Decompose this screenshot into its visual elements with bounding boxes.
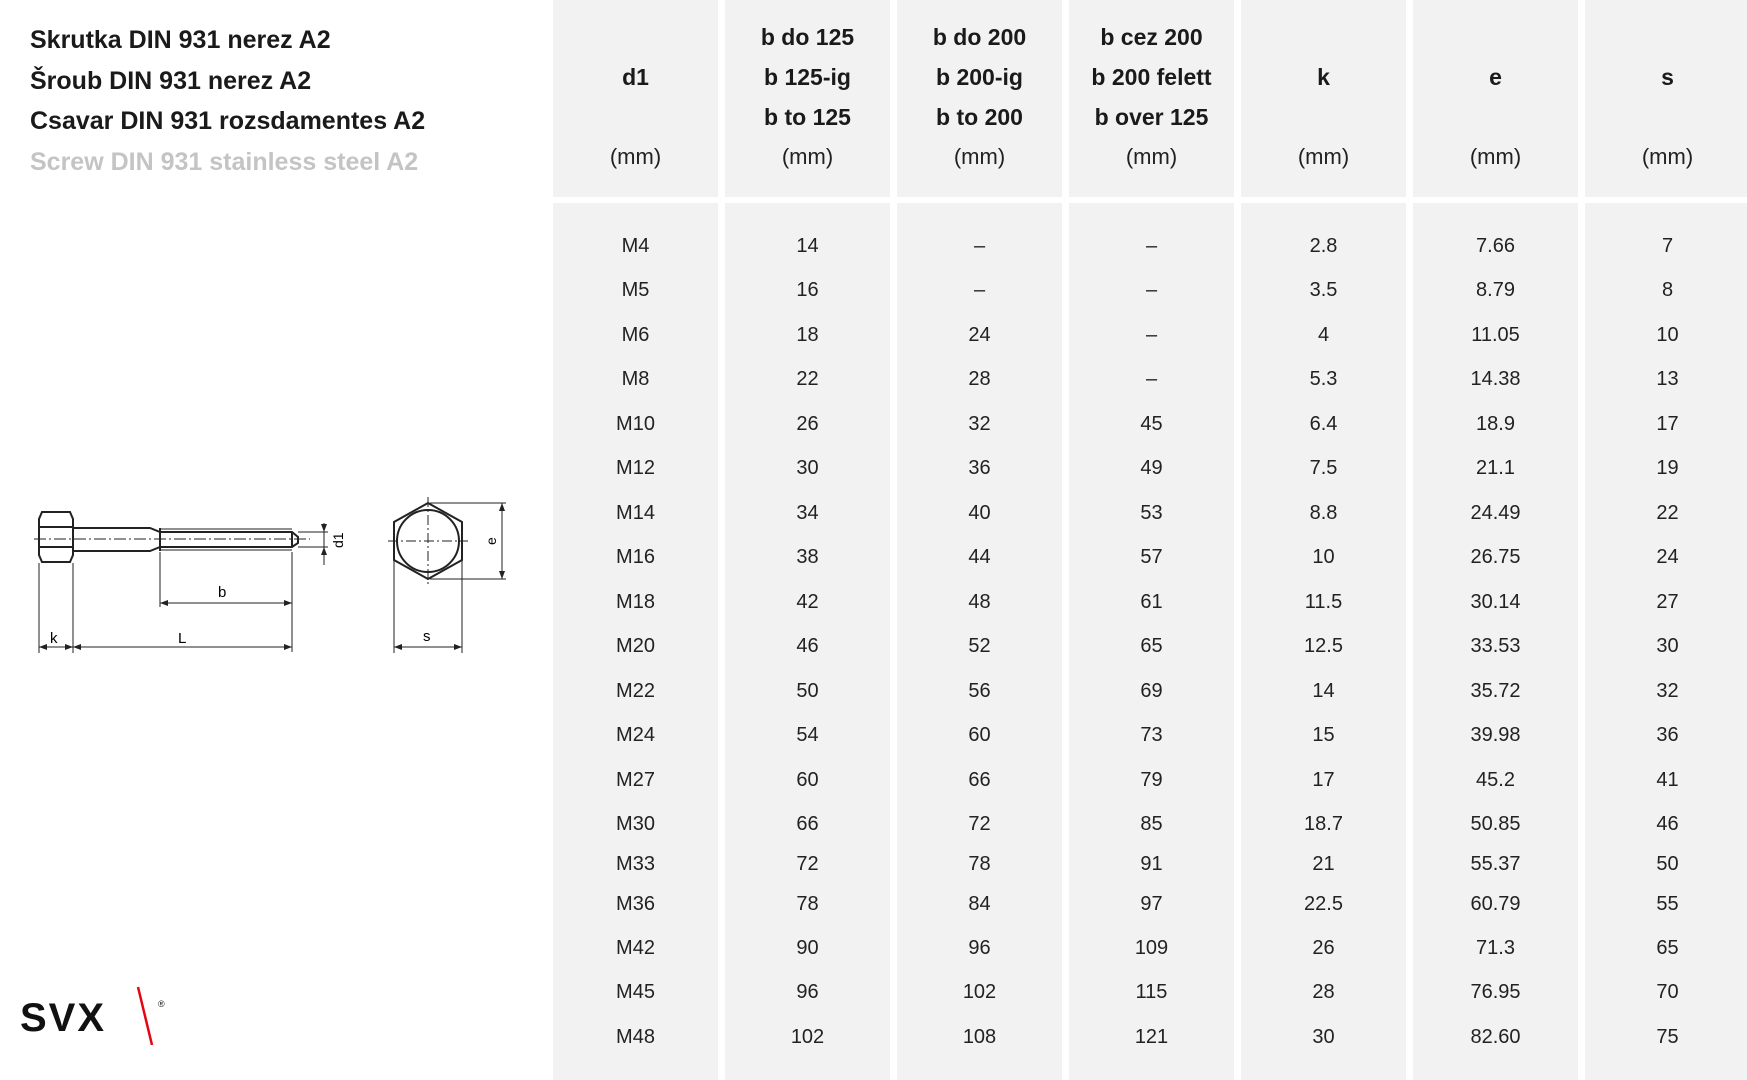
- title-english: Screw DIN 931 stainless steel A2: [30, 147, 419, 176]
- table-cell: 91: [1140, 853, 1163, 875]
- header-line: b do 125: [760, 24, 855, 50]
- table-cell: M8: [621, 368, 650, 390]
- column-header: [1241, 0, 1406, 203]
- table-cell: 8.79: [1476, 279, 1515, 301]
- header-line: b 200 felett: [1091, 64, 1212, 90]
- logo-text: SVX: [20, 996, 107, 1040]
- column-b-to-125: [725, 0, 890, 1080]
- table-cell: 70: [1656, 981, 1679, 1003]
- column-header: [1069, 0, 1234, 203]
- table-cell: 38: [796, 546, 819, 568]
- table-cell: 97: [1140, 893, 1163, 915]
- table-cell: 72: [796, 853, 819, 875]
- table-cell: 78: [968, 853, 991, 875]
- header-line: b do 200: [932, 24, 1027, 50]
- table-cell: 65: [1656, 937, 1679, 959]
- table-cell: 18: [796, 324, 819, 346]
- svx-logo-svg: [20, 985, 170, 1045]
- header-line: b cez 200: [1100, 24, 1203, 50]
- table-cell: 71.3: [1476, 937, 1515, 959]
- bolt-technical-drawing: [30, 495, 520, 675]
- table-cell: 33.53: [1470, 635, 1521, 657]
- column-header: [725, 0, 890, 203]
- label-e: e: [483, 537, 499, 545]
- table-cell: 73: [1140, 724, 1163, 746]
- header-line: e: [1489, 64, 1502, 90]
- table-cell: 75: [1656, 1026, 1679, 1048]
- header-unit: (mm): [953, 144, 1006, 169]
- table-cell: 90: [796, 937, 819, 959]
- table-cell: 49: [1140, 457, 1163, 479]
- table-cell: 12.5: [1304, 635, 1343, 657]
- header-unit: (mm): [1297, 144, 1350, 169]
- table-cell: 14: [796, 235, 819, 257]
- table-cell: 3.5: [1309, 279, 1338, 301]
- table-cell: 22.5: [1304, 893, 1343, 915]
- table-cell: M14: [616, 502, 655, 524]
- table-cell: 96: [968, 937, 991, 959]
- table-cell: 14: [1312, 680, 1335, 702]
- bolt-drawing-svg: [30, 495, 520, 675]
- header-unit: (mm): [609, 144, 662, 169]
- table-cell: 60.79: [1470, 893, 1521, 915]
- column-header: [897, 0, 1062, 203]
- table-cell: 52: [968, 635, 991, 657]
- table-cell: M16: [616, 546, 655, 568]
- label-b: b: [218, 584, 227, 601]
- title-block: [30, 20, 425, 182]
- table-cell: 96: [796, 981, 819, 1003]
- table-cell: M36: [616, 893, 655, 915]
- table-cell: 44: [968, 546, 991, 568]
- table-cell: 6.4: [1309, 413, 1338, 435]
- header-line: d1: [622, 64, 649, 90]
- label-k: k: [50, 630, 58, 647]
- header-unit: (mm): [1641, 144, 1694, 169]
- table-cell: 24: [968, 324, 991, 346]
- header-line: k: [1317, 64, 1330, 90]
- table-cell: 27: [1656, 591, 1679, 613]
- column-header: [1413, 0, 1578, 203]
- table-cell: 55.37: [1470, 853, 1521, 875]
- table-cell: 30.14: [1470, 591, 1521, 613]
- table-cell: M10: [616, 413, 655, 435]
- table-cell: 18.9: [1476, 413, 1515, 435]
- table-cell: 2.8: [1309, 235, 1338, 257]
- table-cell: 82.60: [1470, 1026, 1521, 1048]
- label-d1: d1: [330, 532, 346, 548]
- table-cell: 102: [962, 981, 997, 1003]
- table-cell: 60: [968, 724, 991, 746]
- table-cell: 14.38: [1470, 368, 1521, 390]
- table-cell: M22: [616, 680, 655, 702]
- table-cell: 39.98: [1470, 724, 1521, 746]
- table-cell: 40: [968, 502, 991, 524]
- table-cell: 48: [968, 591, 991, 613]
- table-cell: –: [1145, 279, 1158, 301]
- table-cell: –: [973, 235, 986, 257]
- table-cell: 50.85: [1470, 813, 1521, 835]
- table-cell: 26: [796, 413, 819, 435]
- header-unit: (mm): [1469, 144, 1522, 169]
- table-cell: 22: [1656, 502, 1679, 524]
- table-cell: M18: [616, 591, 655, 613]
- logo-registered-mark: ®: [158, 999, 165, 1009]
- table-cell: 50: [796, 680, 819, 702]
- table-cell: 22: [796, 368, 819, 390]
- table-cell: 15: [1312, 724, 1335, 746]
- table-cell: 109: [1134, 937, 1169, 959]
- table-cell: 28: [1312, 981, 1335, 1003]
- table-cell: 16: [796, 279, 819, 301]
- column-b-to-200: [897, 0, 1062, 1080]
- column-k: [1241, 0, 1406, 1080]
- logo-accent-slash: [138, 987, 152, 1045]
- screw-dimension-table: [553, 0, 1747, 1080]
- table-cell: M45: [616, 981, 655, 1003]
- table-cell: M12: [616, 457, 655, 479]
- table-cell: 65: [1140, 635, 1163, 657]
- table-cell: M42: [616, 937, 655, 959]
- table-cell: 18.7: [1304, 813, 1343, 835]
- table-cell: 7.66: [1476, 235, 1515, 257]
- header-line: b over 125: [1094, 104, 1209, 130]
- table-cell: 61: [1140, 591, 1163, 613]
- svx-logo: [20, 985, 170, 1045]
- table-cell: 46: [1656, 813, 1679, 835]
- table-cell: 108: [962, 1026, 997, 1048]
- table-cell: 17: [1312, 769, 1335, 791]
- column-header: [553, 0, 718, 203]
- table-cell: 8.8: [1309, 502, 1338, 524]
- table-cell: 7: [1661, 235, 1674, 257]
- table-cell: 115: [1135, 981, 1168, 1003]
- label-s: s: [423, 628, 431, 645]
- table-cell: 28: [968, 368, 991, 390]
- table-cell: 50: [1656, 853, 1679, 875]
- table-cell: M24: [616, 724, 655, 746]
- table-cell: M48: [616, 1026, 655, 1048]
- table-cell: 78: [796, 893, 819, 915]
- header-line: b to 125: [764, 104, 851, 130]
- table-cell: 36: [968, 457, 991, 479]
- table-cell: 24.49: [1470, 502, 1521, 524]
- table-cell: 102: [790, 1026, 825, 1048]
- table-cell: 8: [1661, 279, 1674, 301]
- table-cell: 10: [1656, 324, 1679, 346]
- bolt-head-side: [39, 512, 73, 562]
- header-line: s: [1661, 64, 1674, 90]
- table-cell: M20: [616, 635, 655, 657]
- table-cell: 69: [1140, 680, 1163, 702]
- table-cell: 32: [1656, 680, 1679, 702]
- column-header: [1585, 0, 1747, 203]
- title-slovak: Skrutka DIN 931 nerez A2: [30, 26, 331, 54]
- column-d1: [553, 0, 718, 1080]
- title-hungarian: Csavar DIN 931 rozsdamentes A2: [30, 107, 426, 135]
- table-cell: M4: [621, 235, 650, 257]
- table-cell: 85: [1140, 813, 1163, 835]
- table-cell: 26.75: [1470, 546, 1521, 568]
- column-e: [1413, 0, 1578, 1080]
- table-cell: 21.1: [1476, 457, 1515, 479]
- table-cell: 24: [1656, 546, 1679, 568]
- table-cell: 30: [796, 457, 819, 479]
- table-cell: 45: [1140, 413, 1163, 435]
- table-cell: 46: [796, 635, 819, 657]
- table-cell: 121: [1134, 1026, 1169, 1048]
- table-cell: 11.05: [1471, 324, 1520, 346]
- table-cell: 54: [796, 724, 819, 746]
- column-s: [1585, 0, 1747, 1080]
- table-cell: 60: [796, 769, 819, 791]
- table-cell: 41: [1656, 769, 1679, 791]
- column-b-over-200: [1069, 0, 1234, 1080]
- table-cell: –: [1145, 324, 1158, 346]
- header-line: b 125-ig: [764, 64, 851, 90]
- header-unit: (mm): [1125, 144, 1178, 169]
- table-cell: 30: [1656, 635, 1679, 657]
- table-cell: 76.95: [1470, 981, 1521, 1003]
- table-cell: 7.5: [1309, 457, 1338, 479]
- table-cell: 53: [1140, 502, 1163, 524]
- header-line: b 200-ig: [936, 64, 1023, 90]
- table-cell: 32: [968, 413, 991, 435]
- table-cell: M5: [621, 279, 650, 301]
- table-cell: 4: [1317, 324, 1330, 346]
- table-cell: 84: [968, 893, 991, 915]
- table-cell: 72: [968, 813, 991, 835]
- table-cell: M27: [616, 769, 655, 791]
- table-cell: 10: [1312, 546, 1335, 568]
- table-cell: 55: [1656, 893, 1679, 915]
- table-cell: 17: [1656, 413, 1679, 435]
- table-cell: 26: [1312, 937, 1335, 959]
- table-cell: 19: [1656, 457, 1679, 479]
- table-cell: 66: [796, 813, 819, 835]
- table-cell: –: [973, 279, 986, 301]
- table-cell: 35.72: [1470, 680, 1521, 702]
- table-cell: 21: [1312, 853, 1335, 875]
- table-cell: 66: [968, 769, 991, 791]
- header-unit: (mm): [781, 144, 834, 169]
- table-cell: 36: [1656, 724, 1679, 746]
- table-cell: –: [1145, 368, 1158, 390]
- table-cell: 56: [968, 680, 991, 702]
- table-cell: M33: [616, 853, 655, 875]
- table-cell: 45.2: [1476, 769, 1515, 791]
- header-line: b to 200: [936, 104, 1023, 130]
- table-cell: –: [1145, 235, 1158, 257]
- table-cell: 11.5: [1304, 591, 1343, 613]
- table-cell: M6: [621, 324, 650, 346]
- table-cell: 30: [1312, 1026, 1335, 1048]
- label-l: L: [178, 630, 187, 647]
- title-czech: Šroub DIN 931 nerez A2: [30, 66, 312, 95]
- table-cell: 5.3: [1309, 368, 1338, 390]
- table-cell: 13: [1656, 368, 1679, 390]
- table-cell: 57: [1140, 546, 1163, 568]
- table-cell: 79: [1140, 769, 1163, 791]
- table-cell: M30: [616, 813, 655, 835]
- table-cell: 42: [796, 591, 819, 613]
- table-cell: 34: [796, 502, 819, 524]
